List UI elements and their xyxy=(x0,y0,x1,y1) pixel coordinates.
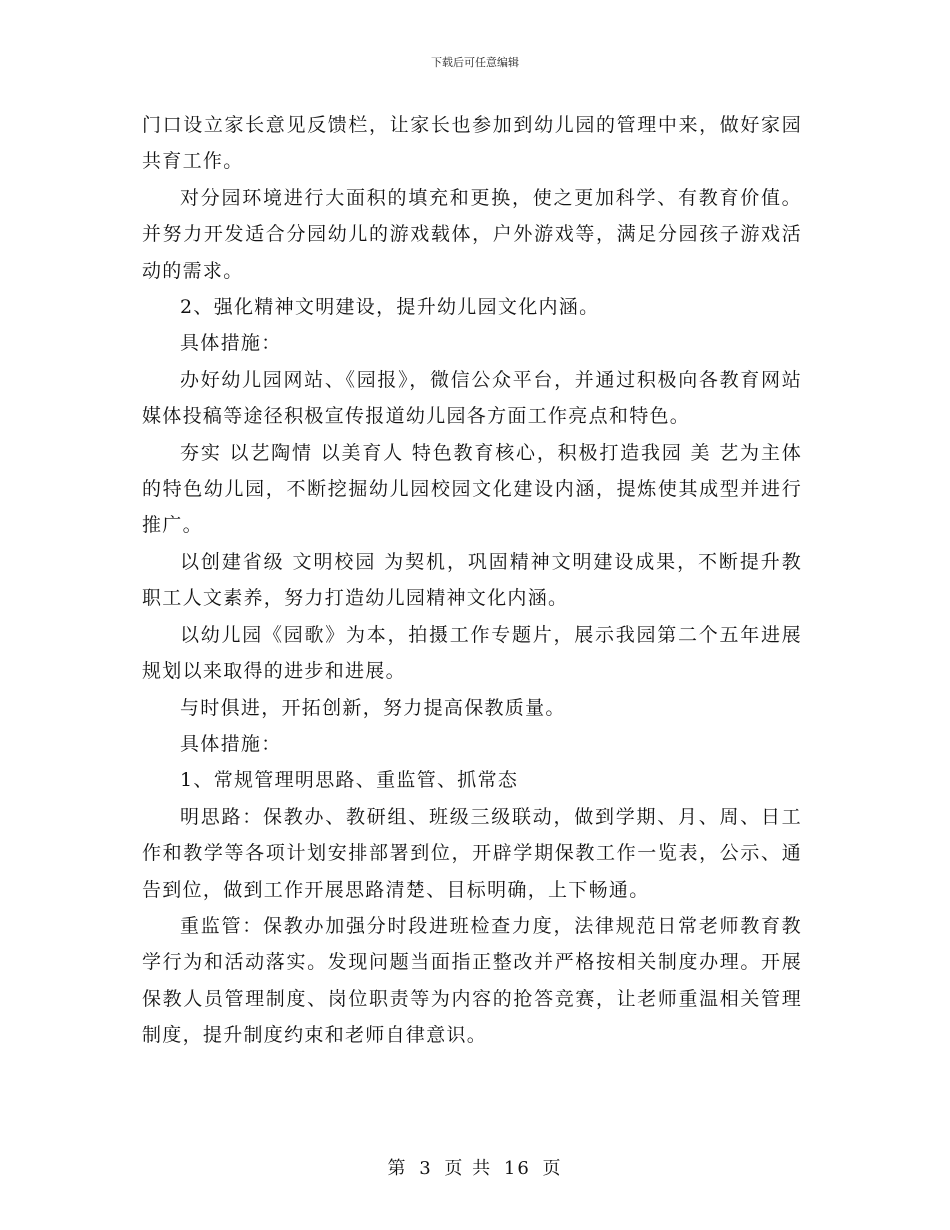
footer-suffix: 页 xyxy=(542,1158,563,1179)
paragraph-7: 以创建省级 文明校园 为契机，巩固精神文明建设成果，不断提升教职工人文素养，努力打造幼儿园精神文化内涵。 xyxy=(142,550,802,610)
current-page-number: 3 xyxy=(419,1158,433,1179)
total-pages-number: 16 xyxy=(503,1158,531,1179)
paragraph-4: 具体措施： xyxy=(180,332,282,355)
paragraph-5: 办好幼儿园网站、《园报》，微信公众平台，并通过积极向各教育网站媒体投稿等途径积极宣传报道幼儿园各方面工作亮点和特色。 xyxy=(142,368,802,428)
paragraph-8: 以幼儿园《园歌》为本，拍摄工作专题片，展示我园第二个五年进展规划以来取得的进步和进展。 xyxy=(142,623,802,683)
page-footer xyxy=(0,1154,950,1180)
paragraph-9: 与时俱进，开拓创新，努力提高保教质量。 xyxy=(180,696,566,719)
paragraph-10: 具体措施： xyxy=(180,732,282,755)
paragraph-3: 2、强化精神文明建设，提升幼儿园文化内涵。 xyxy=(180,296,600,319)
document-body xyxy=(142,107,802,1054)
paragraph-11: 1、常规管理明思路、重监管、抓常态 xyxy=(180,769,519,792)
paragraph-6: 夯实 以艺陶情 以美育人 特色教育核心，积极打造我园 美 艺为主体的特色幼儿园，不断挖掘幼儿园校园文化建设内涵，提炼使其成型并进行推广。 xyxy=(142,441,802,537)
paragraph-1: 门口设立家长意见反馈栏，让家长也参加到幼儿园的管理中来，做好家园共育工作。 xyxy=(142,114,802,173)
paragraph-2: 对分园环境进行大面积的填充和更换，使之更加科学、有教育价值。并努力开发适合分园幼儿的游戏载体，户外游戏等，满足分园孩子游戏活动的需求。 xyxy=(142,186,802,282)
footer-prefix: 第 xyxy=(387,1158,408,1179)
page-header: 下载后可任意编辑 xyxy=(431,56,519,69)
footer-middle: 页 共 xyxy=(444,1158,493,1179)
paragraph-12: 明思路：保教办、教研组、班级三级联动，做到学期、月、周、日工作和教学等各项计划安排部署到位，开辟学期保教工作一览表，公示、通告到位，做到工作开展思路清楚、目标明确，上下畅通。 xyxy=(142,805,802,901)
paragraph-13: 重监管：保教办加强分时段进班检查力度，法律规范日常老师教育教学行为和活动落实。发现问题当面指正整改并严格按相关制度办理。开展保教人员管理制度、岗位职责等为内容的抢答竞赛，让老师重温相关管理制度，提升制度约束和老师自律意识。 xyxy=(142,914,802,1047)
